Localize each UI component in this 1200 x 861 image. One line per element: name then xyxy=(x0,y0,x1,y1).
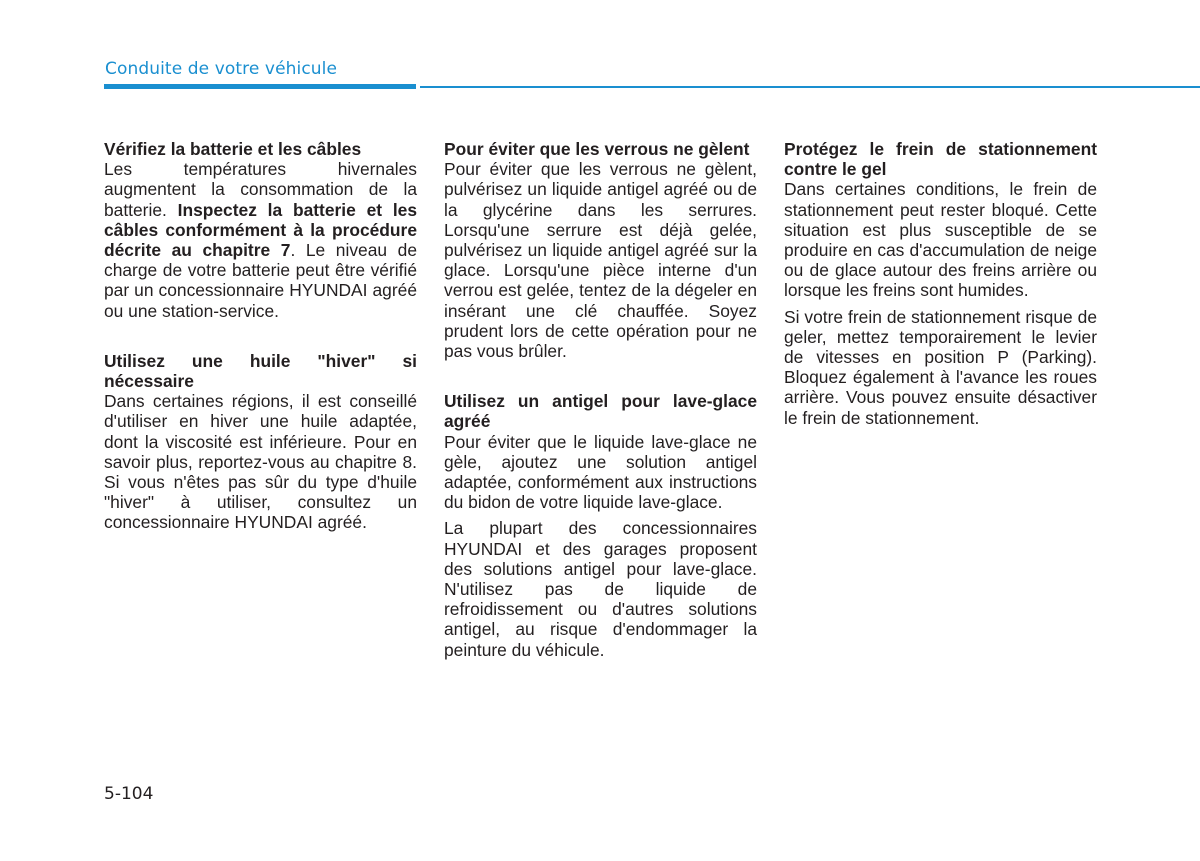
battery-text-end: . Le niveau de charge de votre batterie peut être vérifié par un concessionnaire HYUNDAI agréé ou une station-service. xyxy=(104,240,417,321)
paragraph-parking-brake-1: Dans certaines conditions, le frein de stationnement peut rester bloqué. Cette situation est plus susceptible de se produire en cas d'accumulation de neige ou de glace autour des freins arrière ou lorsque les freins sont humides. xyxy=(784,179,1097,301)
paragraph-washer-antifreeze-1: Pour éviter que le liquide lave-glace ne gèle, ajoutez une solution antigel adaptée, conformément aux instructions du bidon de votre liquide lave-glace. xyxy=(444,431,757,513)
heading-parking-brake: Protégez le frein de stationnement contre le gel xyxy=(784,139,1097,180)
paragraph-door-locks: Pour éviter que les verrous ne gèlent, pulvérisez un liquide antigel agréé ou de la glycérine dans les serrures. Lorsqu'une serrure est déjà gelée, pulvérisez un liquide antigel agréé sur la glace. Lorsqu'une pièce interne d'un verrou est gelée, tentez de la dégeler en insérant une clé chauffée. Soyez prudent lors de cette opération pour ne pas vous brûler. xyxy=(444,159,757,362)
column-right xyxy=(784,139,1097,434)
battery-text-bold: Inspectez la batterie et les câbles conformément à la procédure décrite au chapitre 7 xyxy=(104,199,418,261)
column-left xyxy=(104,139,417,539)
heading-battery: Vérifiez la batterie et les câbles xyxy=(104,139,362,159)
heading-washer-antifreeze: Utilisez un antigel pour lave-glace agréé xyxy=(444,391,757,432)
header-rule-thin xyxy=(420,86,1200,88)
section-title: Conduite de votre véhicule xyxy=(105,59,338,79)
paragraph-battery xyxy=(104,159,417,321)
paragraph-washer-antifreeze-2: La plupart des concessionnaires HYUNDAI et des garages proposent des solutions antigel pour lave-glace. N'utilisez pas de liquide de refroidissement ou d'autres solutions antigel, au risque d'endommager la peinture du véhicule. xyxy=(444,518,757,660)
battery-text-start: Les températures hivernales augmentent la consommation de la batterie. xyxy=(104,159,417,220)
paragraph-parking-brake-2: Si votre frein de stationnement risque de geler, mettez temporairement le levier de vitesses en position P (Parking). Bloquez également à l'avance les roues arrière. Vous pouvez ensuite désactiver le frein de stationnement. xyxy=(784,306,1097,428)
page-number: 5-104 xyxy=(104,784,154,804)
header-rule-thick xyxy=(104,84,416,89)
paragraph-winter-oil: Dans certaines régions, il est conseillé d'utiliser en hiver une huile adaptée, dont la viscosité est inférieure. Pour en savoir plus, reportez-vous au chapitre 8. Si vous n'êtes pas sûr du type d'huile "hiver" à utiliser, consultez un concessionnaire HYUNDAI agréé. xyxy=(104,391,417,533)
column-middle xyxy=(444,139,757,666)
heading-winter-oil: Utilisez une huile "hiver" si nécessaire xyxy=(104,350,417,392)
heading-door-locks: Pour éviter que les verrous ne gèlent xyxy=(444,139,750,159)
